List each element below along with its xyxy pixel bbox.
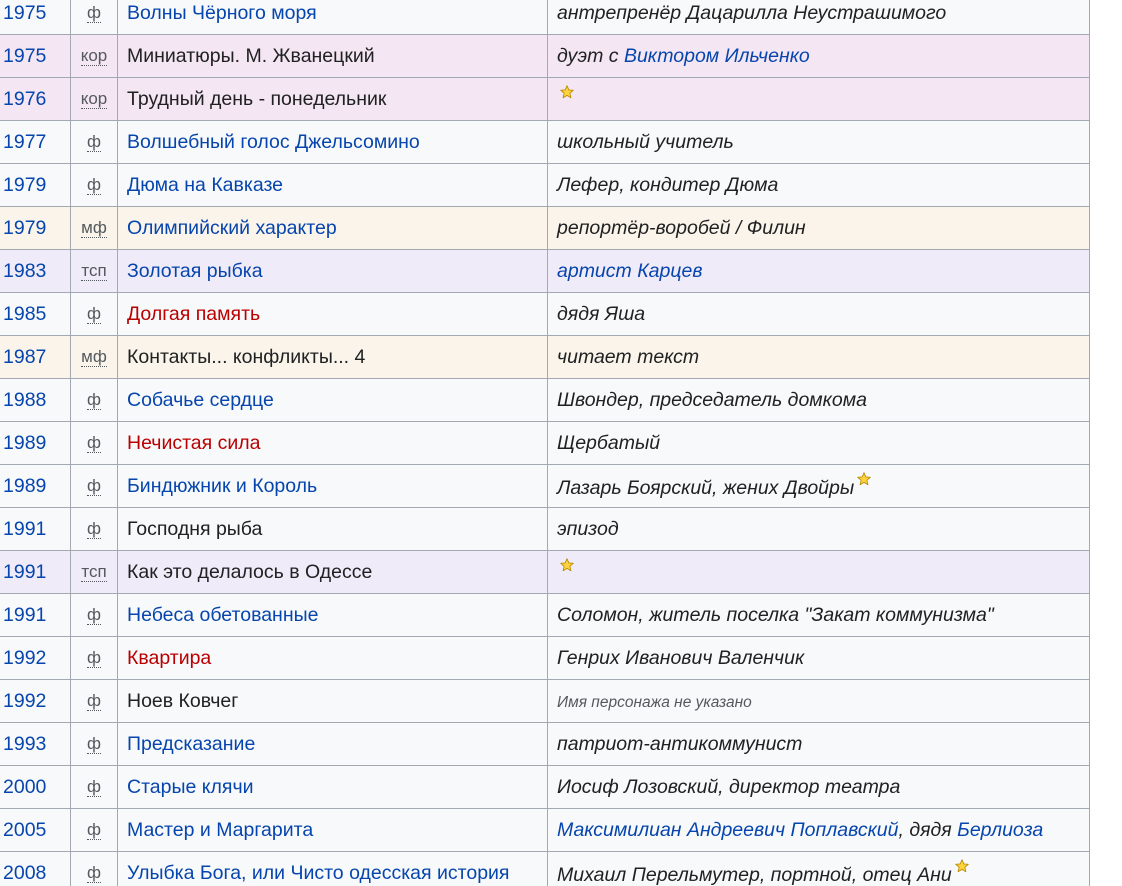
film-title[interactable]: Нечистая сила [127, 431, 261, 454]
role-text: Лазарь Боярский, жених Двойры [557, 477, 855, 499]
table-row [0, 293, 1090, 336]
role-cell [548, 35, 1090, 78]
role-cell [548, 594, 1090, 637]
role-text: патриот-антикоммунист [557, 732, 803, 755]
title-cell [118, 809, 548, 852]
role-cell [548, 78, 1090, 121]
table-row [0, 121, 1090, 164]
type-abbr: ф [87, 734, 101, 753]
type-cell [71, 121, 118, 164]
role-text: антрепренёр Дацарилла Неустрашимого [557, 1, 947, 24]
table-row [0, 637, 1090, 680]
table-row [0, 78, 1090, 121]
film-title[interactable]: Старые клячи [127, 775, 254, 798]
role-link[interactable]: Берлиоза [957, 818, 1044, 841]
role-cell [548, 680, 1090, 723]
role-link[interactable]: Максимилиан Андреевич Поплавский [557, 818, 899, 841]
role-text: Швондер, председатель домкома [557, 388, 867, 411]
role-cell [548, 465, 1090, 508]
type-cell [71, 379, 118, 422]
title-cell [118, 250, 548, 293]
title-cell [118, 336, 548, 379]
type-cell [71, 250, 118, 293]
title-cell [118, 0, 548, 35]
type-abbr: ф [87, 519, 101, 538]
type-cell [71, 809, 118, 852]
type-cell [71, 852, 118, 886]
title-cell [118, 422, 548, 465]
year-cell[interactable]: 1991 [0, 551, 71, 594]
table-row [0, 594, 1090, 637]
year-cell[interactable]: 1976 [0, 78, 71, 121]
table-row [0, 551, 1090, 594]
film-title[interactable]: Биндюжник и Король [127, 474, 318, 497]
role-text: Соломон, житель поселка "Закат коммунизма" [557, 603, 994, 626]
table-row [0, 207, 1090, 250]
title-cell [118, 680, 548, 723]
table-row [0, 35, 1090, 78]
film-title[interactable]: Долгая память [127, 302, 261, 325]
title-cell [118, 637, 548, 680]
table-row [0, 336, 1090, 379]
title-cell [118, 551, 548, 594]
star-icon[interactable] [560, 558, 574, 572]
role-cell [548, 121, 1090, 164]
role-cell [548, 551, 1090, 594]
type-abbr: ф [87, 691, 101, 710]
type-abbr: ф [87, 304, 101, 323]
year-cell[interactable]: 1991 [0, 594, 71, 637]
role-text: репортёр-воробей / Филин [557, 216, 806, 239]
title-cell [118, 766, 548, 809]
film-title[interactable]: Дюма на Кавказе [127, 173, 284, 196]
film-title[interactable]: Предсказание [127, 732, 256, 755]
year-cell[interactable]: 1992 [0, 637, 71, 680]
film-title: Трудный день - понедельник [127, 87, 387, 110]
type-cell [71, 766, 118, 809]
table-row [0, 809, 1090, 852]
role-text: Иосиф Лозовский, директор театра [557, 775, 901, 798]
type-cell [71, 164, 118, 207]
type-abbr: мф [81, 347, 107, 366]
film-title[interactable]: Собачье сердце [127, 388, 274, 411]
table-row [0, 766, 1090, 809]
role-text: Имя персонажа не указано [557, 693, 752, 711]
role-cell [548, 508, 1090, 551]
type-abbr: ф [87, 3, 101, 22]
type-abbr: ф [87, 476, 101, 495]
role-text: эпизод [557, 517, 619, 540]
year-cell[interactable]: 1983 [0, 250, 71, 293]
film-title[interactable]: Олимпийский характер [127, 216, 337, 239]
film-title[interactable]: Мастер и Маргарита [127, 818, 314, 841]
type-abbr: тсп [81, 562, 107, 581]
role-cell [548, 723, 1090, 766]
year-cell[interactable]: 2000 [0, 766, 71, 809]
type-abbr: кор [80, 89, 108, 108]
type-cell [71, 594, 118, 637]
type-abbr: ф [87, 390, 101, 409]
year-cell[interactable]: 1975 [0, 35, 71, 78]
title-cell [118, 293, 548, 336]
film-title: Миниатюры. М. Жванецкий [127, 44, 375, 67]
title-cell [118, 594, 548, 637]
year-cell[interactable]: 1989 [0, 465, 71, 508]
type-cell [71, 465, 118, 508]
year-cell[interactable]: 1993 [0, 723, 71, 766]
type-abbr: ф [87, 777, 101, 796]
role-cell [548, 422, 1090, 465]
type-cell [71, 78, 118, 121]
role-cell [548, 207, 1090, 250]
role-cell [548, 250, 1090, 293]
role-text: дядя Яша [557, 302, 646, 325]
role-text: Генрих Иванович Валенчик [557, 646, 805, 669]
role-link[interactable]: артист Карцев [557, 259, 703, 282]
table-row [0, 422, 1090, 465]
year-cell[interactable]: 1979 [0, 164, 71, 207]
table-row [0, 852, 1090, 886]
year-cell[interactable]: 1992 [0, 680, 71, 723]
role-cell [548, 637, 1090, 680]
role-text: Лефер, кондитер Дюма [557, 173, 779, 196]
title-cell [118, 852, 548, 886]
role-text: , дядя [898, 818, 958, 841]
type-abbr: ф [87, 433, 101, 452]
type-abbr: ф [87, 820, 101, 839]
year-cell[interactable]: 1989 [0, 422, 71, 465]
star-icon[interactable] [560, 85, 574, 99]
role-link[interactable]: Виктором Ильченко [623, 44, 810, 67]
type-cell [71, 508, 118, 551]
year-cell[interactable]: 1987 [0, 336, 71, 379]
table-row [0, 379, 1090, 422]
film-title[interactable]: Небеса обетованные [127, 603, 319, 626]
type-abbr: тсп [81, 261, 107, 280]
title-cell [118, 465, 548, 508]
role-text: Михаил Перельмутер, портной, отец Ани [557, 864, 952, 886]
type-cell [71, 551, 118, 594]
table-row [0, 465, 1090, 508]
film-title[interactable]: Волны Чёрного моря [127, 1, 317, 24]
role-cell [548, 379, 1090, 422]
title-cell [118, 723, 548, 766]
type-abbr: мф [81, 218, 107, 237]
type-abbr: ф [87, 605, 101, 624]
type-cell [71, 35, 118, 78]
film-title[interactable]: Квартира [127, 646, 212, 669]
role-text: читает текст [557, 345, 700, 368]
role-cell [548, 809, 1090, 852]
type-cell [71, 0, 118, 35]
film-title[interactable]: Волшебный голос Джельсомино [127, 130, 420, 153]
type-abbr: ф [87, 863, 101, 882]
role-cell [548, 0, 1090, 35]
table-row [0, 0, 1090, 35]
table-row [0, 164, 1090, 207]
year-cell[interactable]: 1985 [0, 293, 71, 336]
title-cell [118, 35, 548, 78]
film-title: Господня рыба [127, 517, 263, 540]
type-cell [71, 336, 118, 379]
type-abbr: кор [80, 46, 108, 65]
year-cell[interactable]: 2005 [0, 809, 71, 852]
title-cell [118, 78, 548, 121]
role-cell [548, 766, 1090, 809]
role-text: дуэт с [557, 44, 624, 67]
type-abbr: ф [87, 132, 101, 151]
type-cell [71, 680, 118, 723]
year-cell[interactable]: 1977 [0, 121, 71, 164]
year-cell[interactable]: 2008 [0, 852, 71, 886]
title-cell [118, 164, 548, 207]
table-row [0, 723, 1090, 766]
role-cell [548, 336, 1090, 379]
year-cell[interactable]: 1979 [0, 207, 71, 250]
type-cell [71, 422, 118, 465]
film-title: Как это делалось в Одессе [127, 560, 373, 583]
role-cell [548, 852, 1090, 886]
role-text: Щербатый [557, 431, 661, 454]
film-title[interactable]: Золотая рыбка [127, 259, 263, 282]
title-cell [118, 379, 548, 422]
type-cell [71, 723, 118, 766]
type-cell [71, 637, 118, 680]
table-row [0, 508, 1090, 551]
type-cell [71, 293, 118, 336]
role-cell [548, 164, 1090, 207]
table-row [0, 680, 1090, 723]
year-cell[interactable]: 1991 [0, 508, 71, 551]
year-cell[interactable]: 1988 [0, 379, 71, 422]
role-cell [548, 293, 1090, 336]
title-cell [118, 121, 548, 164]
type-abbr: ф [87, 648, 101, 667]
title-cell [118, 207, 548, 250]
role-text: школьный учитель [557, 130, 734, 153]
type-cell [71, 207, 118, 250]
film-title[interactable]: Улыбка Бога, или Чисто одесская история [127, 861, 510, 884]
table-row [0, 250, 1090, 293]
star-icon[interactable] [857, 472, 871, 486]
type-abbr: ф [87, 175, 101, 194]
title-cell [118, 508, 548, 551]
year-cell[interactable]: 1975 [0, 0, 71, 35]
film-title: Контакты... конфликты... 4 [127, 345, 366, 368]
film-title: Ноев Ковчег [127, 689, 239, 712]
star-icon[interactable] [955, 859, 969, 873]
